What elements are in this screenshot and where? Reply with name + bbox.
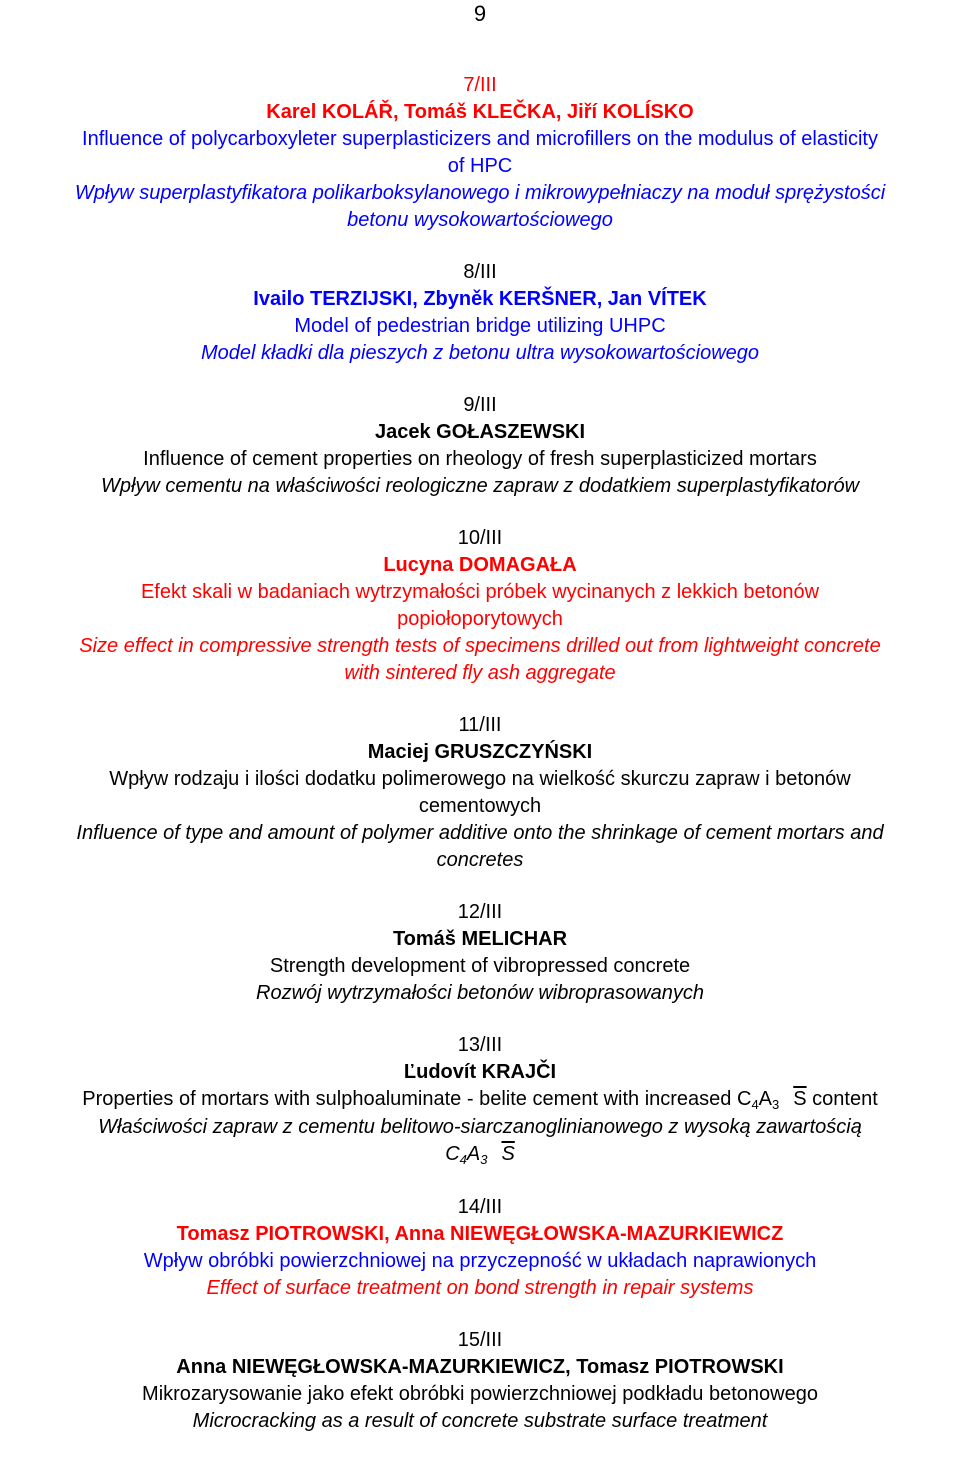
contents-entry bbox=[0, 712, 960, 874]
entry-number: 14/III bbox=[457, 1196, 503, 1218]
formula-text: A bbox=[758, 1088, 773, 1110]
entry-authors: Maciej GRUSZCZYŃSKI bbox=[367, 741, 593, 763]
entry-number: 7/III bbox=[463, 74, 497, 96]
contents-entry bbox=[0, 1032, 960, 1169]
formula-subscript: 3 bbox=[772, 1097, 780, 1112]
entry-title-pl: Mikrozarysowanie jako efekt obróbki powierzchniowej podkładu betonowego bbox=[142, 1383, 818, 1405]
entry-authors: Lucyna DOMAGAŁA bbox=[383, 554, 577, 576]
entry-title-en: of HPC bbox=[447, 155, 513, 177]
title-text: content bbox=[806, 1088, 878, 1110]
formula-overline-s: $\overline{S}$ bbox=[793, 1088, 807, 1110]
entry-number: 13/III bbox=[457, 1034, 503, 1056]
entry-title-en bbox=[0, 1086, 960, 1114]
formula-subscript: 4 bbox=[459, 1152, 467, 1167]
entry-title-pl: Model kładki dla pieszych z betonu ultra wysokowartościowego bbox=[200, 342, 760, 364]
entry-title-pl: Właściwości zapraw z cementu belitowo-siarczanoglinianowego z wysoką zawartością bbox=[98, 1116, 862, 1138]
contents-list bbox=[0, 72, 960, 1460]
entry-title-pl bbox=[0, 1141, 960, 1169]
entry-title-pl: Wpływ rodzaju i ilości dodatku polimerowego na wielkość skurczu zapraw i betonów bbox=[109, 768, 851, 790]
title-text: Properties of mortars with sulphoaluminate - belite cement with increased C bbox=[82, 1088, 752, 1110]
formula-subscript: 3 bbox=[480, 1152, 488, 1167]
entry-title-en: Influence of type and amount of polymer additive onto the shrinkage of cement mortars and bbox=[76, 822, 884, 844]
formula-overline-s: $\overline{S}$ bbox=[501, 1143, 515, 1165]
entry-authors: Ivailo TERZIJSKI, Zbyněk KERŠNER, Jan VÍTEK bbox=[253, 288, 707, 310]
page-number: 9 bbox=[473, 1, 487, 26]
formula-text: A bbox=[466, 1143, 481, 1165]
entry-number: 8/III bbox=[463, 261, 497, 283]
entry-title-en: Strength development of vibropressed concrete bbox=[269, 955, 691, 977]
entry-authors: Tomasz PIOTROWSKI, Anna NIEWĘGŁOWSKA-MAZURKIEWICZ bbox=[176, 1223, 784, 1245]
entry-number: 15/III bbox=[457, 1329, 503, 1351]
formula-text: C bbox=[445, 1143, 460, 1165]
entry-title-pl: Efekt skali w badaniach wytrzymałości próbek wycinanych z lekkich betonów bbox=[140, 581, 820, 603]
entry-title-en: Model of pedestrian bridge utilizing UHPC bbox=[294, 315, 666, 337]
contents-entry bbox=[0, 525, 960, 687]
entry-title-pl: Rozwój wytrzymałości betonów wibroprasowanych bbox=[256, 982, 704, 1004]
entry-title-pl: cementowych bbox=[418, 795, 542, 817]
entry-number: 10/III bbox=[457, 527, 503, 549]
entry-title-pl: Wpływ obróbki powierzchniowej na przyczepność w układach naprawionych bbox=[143, 1250, 817, 1272]
entry-authors: Tomáš MELICHAR bbox=[392, 928, 568, 950]
entry-title-pl: popiołoporytowych bbox=[397, 608, 563, 630]
entry-number: 12/III bbox=[457, 901, 503, 923]
contents-entry bbox=[0, 259, 960, 367]
contents-entry bbox=[0, 72, 960, 234]
entry-title-en: Influence of polycarboxyleter superplasticizers and microfillers on the modulus of elasticity bbox=[82, 128, 878, 150]
contents-entry bbox=[0, 1194, 960, 1302]
entry-title-en: with sintered fly ash aggregate bbox=[344, 662, 616, 684]
entry-title-en: Microcracking as a result of concrete substrate surface treatment bbox=[192, 1410, 768, 1432]
contents-entry bbox=[0, 392, 960, 500]
entry-title-pl: Wpływ superplastyfikatora polikarboksylanowego i mikrowypełniaczy na moduł sprężystości bbox=[74, 182, 886, 204]
entry-title-en: Influence of cement properties on rheology of fresh superplasticized mortars bbox=[143, 448, 817, 470]
entry-authors: Anna NIEWĘGŁOWSKA-MAZURKIEWICZ, Tomasz PIOTROWSKI bbox=[176, 1356, 784, 1378]
entry-title-en: concretes bbox=[436, 849, 524, 871]
entry-title-pl: Wpływ cementu na właściwości reologiczne zapraw z dodatkiem superplastyfikatorów bbox=[100, 475, 860, 497]
entry-number: 9/III bbox=[463, 394, 497, 416]
entry-number: 11/III bbox=[458, 714, 502, 736]
entry-title-en: Size effect in compressive strength tests of specimens drilled out from lightweight concrete bbox=[79, 635, 881, 657]
entry-title-pl: betonu wysokowartościowego bbox=[347, 209, 613, 231]
formula-subscript: 4 bbox=[751, 1097, 759, 1112]
entry-title-en: Effect of surface treatment on bond strength in repair systems bbox=[206, 1277, 754, 1299]
entry-authors: Karel KOLÁŘ, Tomáš KLEČKA, Jiří KOLÍSKO bbox=[266, 101, 694, 123]
entry-authors: Ľudovít KRAJČI bbox=[403, 1061, 557, 1083]
contents-entry bbox=[0, 1327, 960, 1435]
contents-entry bbox=[0, 899, 960, 1007]
entry-authors: Jacek GOŁASZEWSKI bbox=[374, 421, 586, 443]
